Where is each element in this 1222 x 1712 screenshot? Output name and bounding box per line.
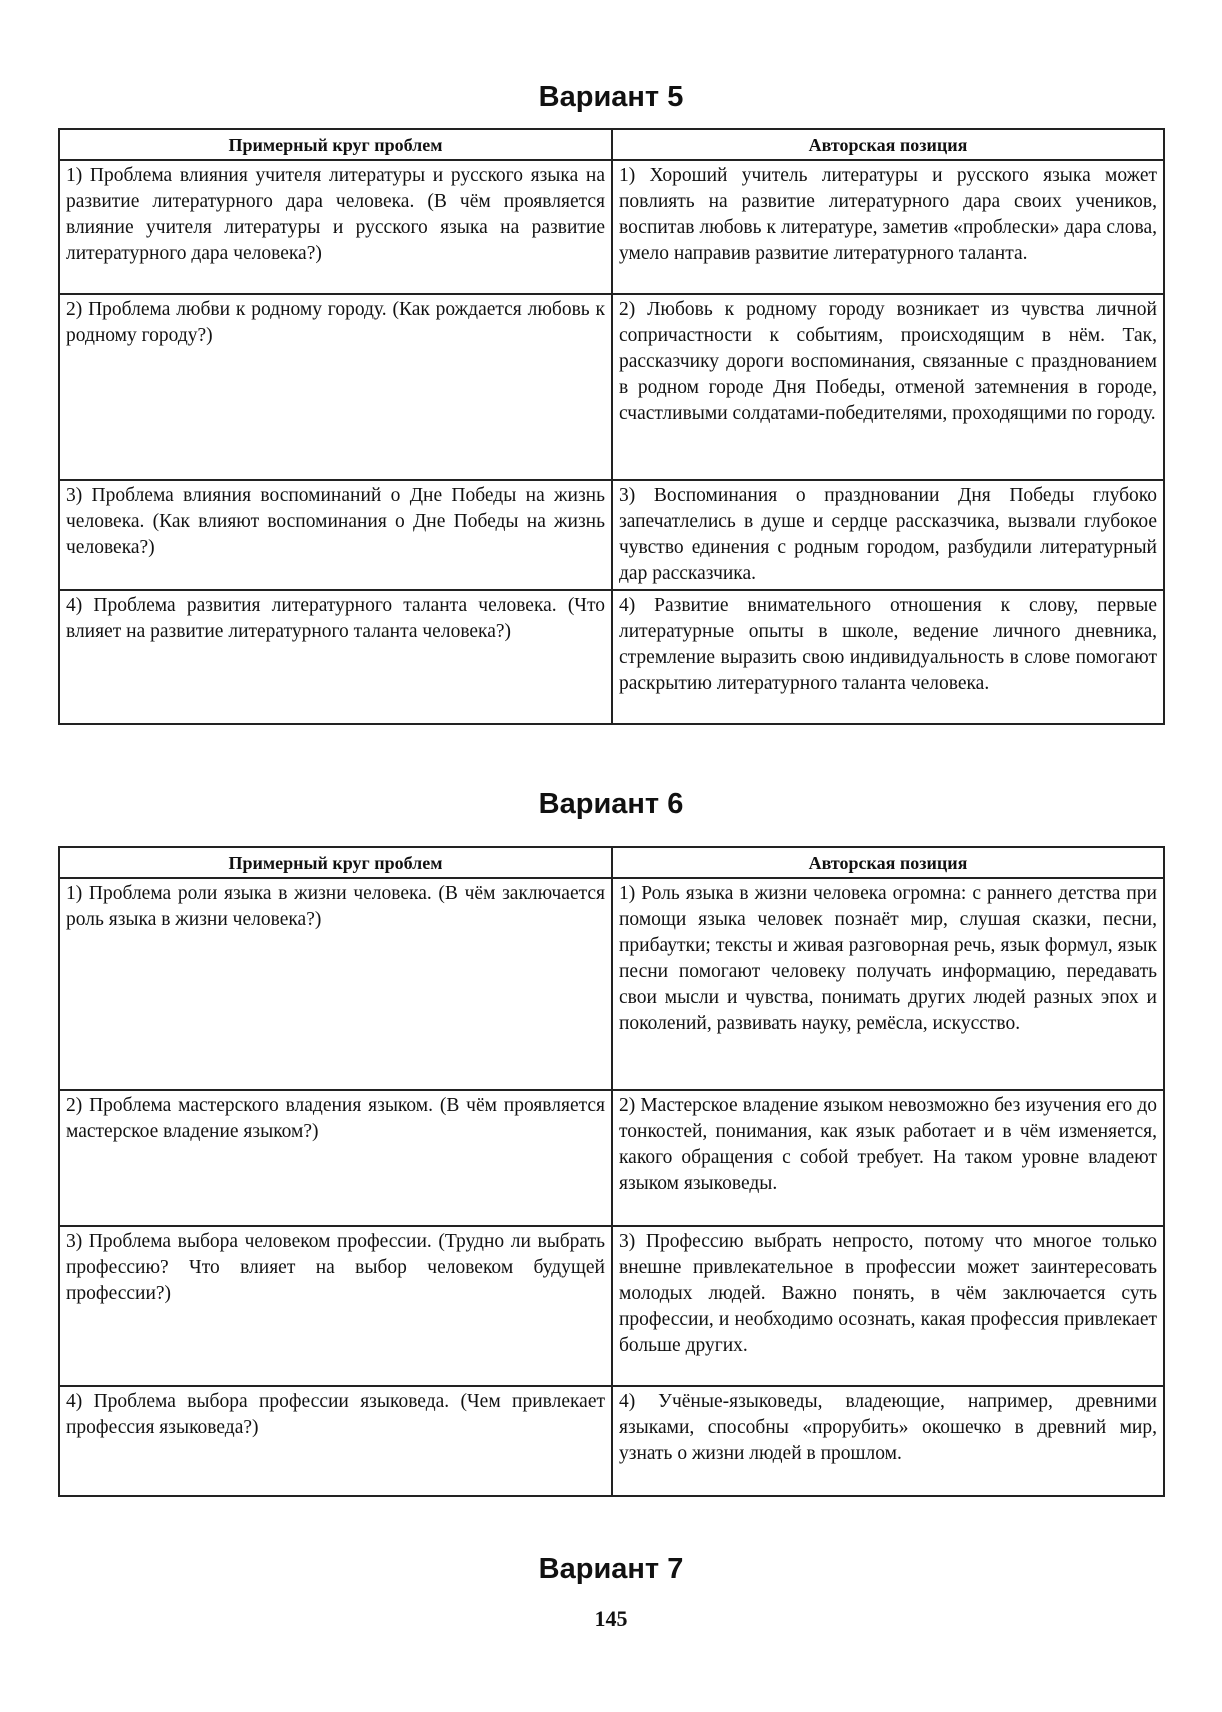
table-header-row bbox=[59, 129, 1164, 160]
table-row bbox=[59, 480, 1164, 590]
table-row bbox=[59, 294, 1164, 480]
variant-6-heading: Вариант 6 bbox=[538, 788, 684, 820]
table-header-row bbox=[59, 847, 1164, 878]
page-number: 145 bbox=[594, 1606, 628, 1631]
problem-cell: 4) Проблема выбора профессии языковеда. (Чем привлекает профессия языковеда?) bbox=[59, 1386, 612, 1496]
table-row bbox=[59, 1386, 1164, 1496]
table-row bbox=[59, 590, 1164, 724]
position-cell: 3) Профессию выбрать непросто, потому что многое только внешне привлекательное в профессии может заинтересовать молодых людей. Важно понять, в чём заключается суть профессии, и необходимо осознать, какая профессия привлекает больше других. bbox=[612, 1226, 1164, 1386]
table-row bbox=[59, 1090, 1164, 1226]
position-cell: 1) Хороший учитель литературы и русского языка может повлиять на развитие литературного дара своих учеников, воспитав любовь к литературе, заметив «проблески» дара слова, умело направив развитие литературного таланта. bbox=[612, 160, 1164, 294]
problem-cell: 1) Проблема влияния учителя литературы и русского языка на развитие литературного дара человека. (В чём проявляется влияние учителя литературы и русского языка на развитие литературного дара человека?) bbox=[59, 160, 612, 294]
problem-cell: 3) Проблема выбора человеком профессии. (Трудно ли выбрать профессию? Что влияет на выбор человеком будущей профессии?) bbox=[59, 1226, 612, 1386]
table-row bbox=[59, 160, 1164, 294]
position-cell: 2) Мастерское владение языком невозможно без изучения его до тонкостей, понимания, как язык работает и в чём изменяется, какого обращения с собой требует. На таком уровне владеют языком языковеды. bbox=[612, 1090, 1164, 1226]
problem-cell: 2) Проблема любви к родному городу. (Как рождается любовь к родному городу?) bbox=[59, 294, 612, 480]
column-header-problems: Примерный круг проблем bbox=[59, 129, 612, 160]
variant-5-heading: Вариант 5 bbox=[538, 81, 684, 113]
problem-cell: 3) Проблема влияния воспоминаний о Дне Победы на жизнь человека. (Как влияют воспоминания о Дне Победы на жизнь человека?) bbox=[59, 480, 612, 590]
variant-5-table bbox=[58, 128, 1165, 725]
position-cell: 4) Развитие внимательного отношения к слову, первые литературные опыты в школе, ведение личного дневника, стремление выразить свою индивидуальность в слове помогают раскрытию литературного таланта человека. bbox=[612, 590, 1164, 724]
problem-cell: 4) Проблема развития литературного таланта человека. (Что влияет на развитие литературного таланта человека?) bbox=[59, 590, 612, 724]
column-header-problems: Примерный круг проблем bbox=[59, 847, 612, 878]
variant-7-heading: Вариант 7 bbox=[538, 1553, 684, 1585]
position-cell: 2) Любовь к родному городу возникает из чувства личной сопричастности к событиям, происходящим в нём. Так, рассказчику дороги воспоминания, связанные с празднованием в родном городе Дня Победы, отменой затемнения в городе, счастливыми солдатами-победителями, проходящими по городу. bbox=[612, 294, 1164, 480]
variant-6-table bbox=[58, 846, 1165, 1497]
column-header-author-position: Авторская позиция bbox=[612, 129, 1164, 160]
position-cell: 4) Учёные-языковеды, владеющие, например, древними языками, способны «прорубить» окошечко в древний мир, узнать о жизни людей в прошлом. bbox=[612, 1386, 1164, 1496]
problem-cell: 1) Проблема роли языка в жизни человека. (В чём заключается роль языка в жизни человека?) bbox=[59, 878, 612, 1090]
column-header-author-position: Авторская позиция bbox=[612, 847, 1164, 878]
table-row bbox=[59, 878, 1164, 1090]
position-cell: 1) Роль языка в жизни человека огромна: с раннего детства при помощи языка человек познаёт мир, слушая сказки, песни, прибаутки; тексты и живая разговорная речь, язык формул, язык песни помогают человеку получать информацию, передавать свои мысли и чувства, понимать других людей разных эпох и поколений, развивать науку, ремёсла, искусство. bbox=[612, 878, 1164, 1090]
table-row bbox=[59, 1226, 1164, 1386]
position-cell: 3) Воспоминания о праздновании Дня Победы глубоко запечатлелись в душе и сердце рассказчика, вызвали глубокое чувство единения с родным городом, разбудили литературный дар рассказчика. bbox=[612, 480, 1164, 590]
problem-cell: 2) Проблема мастерского владения языком. (В чём проявляется мастерское владение языком?) bbox=[59, 1090, 612, 1226]
